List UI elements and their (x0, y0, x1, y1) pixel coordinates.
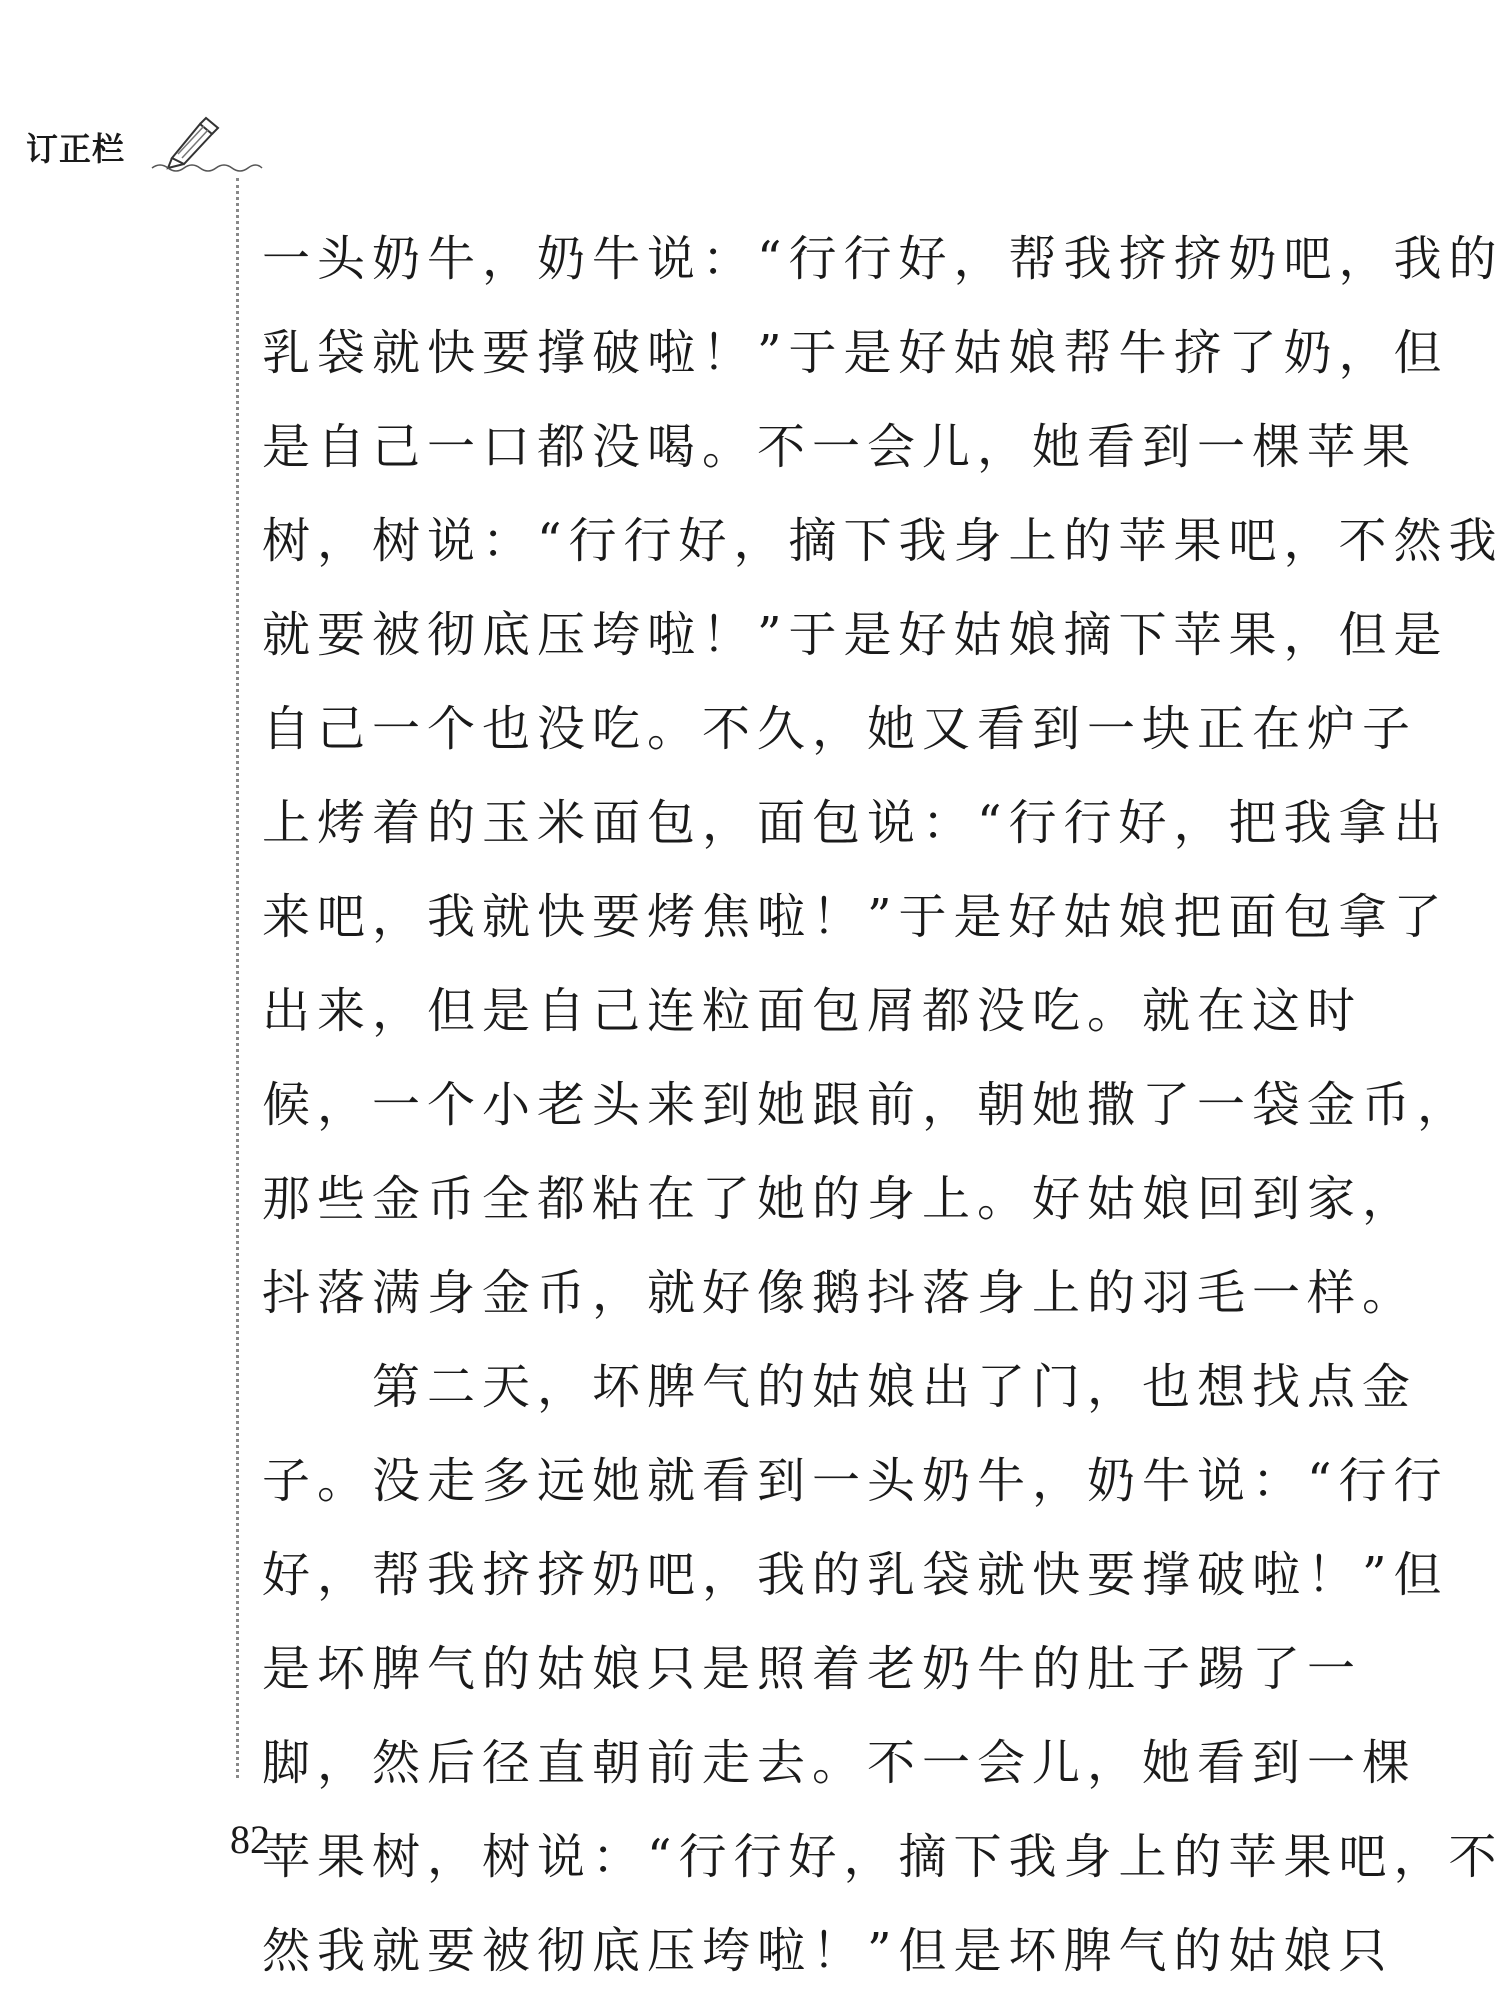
margin-divider (236, 178, 239, 1778)
text-line: 一头奶牛，奶牛说：“行行好，帮我挤挤奶吧，我的 (262, 231, 1504, 287)
text-line: 就要被彻底压垮啦！”于是好姑娘摘下苹果，但是 (262, 607, 1449, 663)
text-line: 抖落满身金币，就好像鹅抖落身上的羽毛一样。 (262, 1265, 1418, 1321)
correction-column-title: 订正栏 (26, 130, 126, 168)
text-line: 是坏脾气的姑娘只是照着老奶牛的肚子踢了一 (262, 1641, 1363, 1697)
text-line: 脚，然后径直朝前走去。不一会儿，她看到一棵 (262, 1735, 1418, 1791)
text-line: 是自己一口都没喝。不一会儿，她看到一棵苹果 (262, 419, 1418, 475)
text-line: 子。没走多远她就看到一头奶牛，奶牛说：“行行 (262, 1453, 1449, 1509)
text-line: 乳袋就快要撑破啦！”于是好姑娘帮牛挤了奶，但 (262, 325, 1449, 381)
story-text (262, 212, 1504, 1998)
pencil-icon (152, 114, 262, 170)
text-line: 好，帮我挤挤奶吧，我的乳袋就快要撑破啦！”但 (262, 1547, 1449, 1603)
text-line: 来吧，我就快要烤焦啦！”于是好姑娘把面包拿了 (262, 889, 1449, 945)
text-line: 自己一个也没吃。不久，她又看到一块正在炉子 (262, 701, 1418, 757)
text-line: 那些金币全都粘在了她的身上。好姑娘回到家， (262, 1171, 1418, 1227)
text-line: 树，树说：“行行好，摘下我身上的苹果吧，不然我 (262, 513, 1504, 569)
text-line: 出来，但是自己连粒面包屑都没吃。就在这时 (262, 983, 1363, 1039)
text-line: 上烤着的玉米面包，面包说：“行行好，把我拿出 (262, 795, 1449, 851)
text-line: 第二天，坏脾气的姑娘出了门，也想找点金 (262, 1359, 1418, 1415)
page-number: 82 (230, 1817, 270, 1862)
text-line: 苹果树，树说：“行行好，摘下我身上的苹果吧，不 (262, 1829, 1504, 1885)
text-line: 候，一个小老头来到她跟前，朝她撒了一袋金币， (262, 1077, 1473, 1133)
text-line: 然我就要被彻底压垮啦！”但是坏脾气的姑娘只 (262, 1923, 1394, 1979)
correction-column-header (26, 118, 256, 174)
